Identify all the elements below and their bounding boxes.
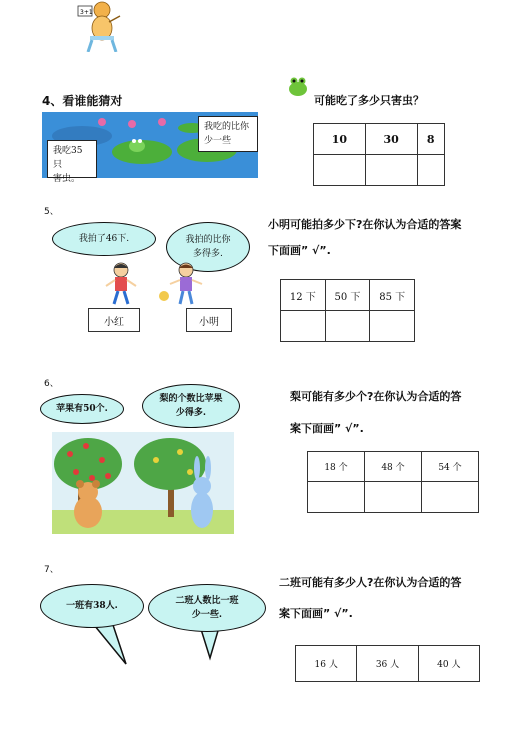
q5-answer-cell[interactable] bbox=[281, 311, 326, 342]
frog-icon bbox=[286, 74, 310, 98]
q6-option: 54 个 bbox=[422, 452, 479, 482]
q6-option: 18 个 bbox=[308, 452, 365, 482]
q6-option: 48 个 bbox=[365, 452, 422, 482]
class1-speech-bubble: 一班有38人. bbox=[40, 584, 144, 628]
question-6-number: 6、 bbox=[44, 379, 59, 389]
q5-answer-cell[interactable] bbox=[370, 311, 415, 342]
question-7-prompt-line1: 二班可能有多少人?在你认为合适的答 bbox=[279, 576, 462, 589]
q6-answer-cell[interactable] bbox=[365, 482, 422, 513]
orchard-illustration bbox=[52, 432, 234, 534]
name-label-xiaohong: 小红 bbox=[88, 308, 140, 332]
q7-option: 16 人 bbox=[296, 646, 357, 682]
q4-option: 10 bbox=[314, 124, 366, 155]
q4-option: 8 bbox=[417, 124, 445, 155]
q5-option: 12 下 bbox=[281, 280, 326, 311]
q5-option: 85 下 bbox=[370, 280, 415, 311]
question-6-prompt-line1: 梨可能有多少个?在你认为合适的答 bbox=[290, 390, 462, 403]
q4-answer-table bbox=[313, 123, 445, 186]
name-label-xiaoming: 小明 bbox=[186, 308, 232, 332]
q4-option: 30 bbox=[365, 124, 417, 155]
q4-answer-cell[interactable] bbox=[314, 155, 366, 186]
frog-left-speech: 我吃35只 害虫。 bbox=[47, 140, 97, 178]
question-5-prompt-line2: 下面画” √”. bbox=[268, 244, 331, 257]
question-4-title: 4、看谁能猜对 bbox=[42, 94, 123, 108]
frog-right-speech: 我吃的比你 少一些 bbox=[198, 116, 258, 152]
q7-answer-table bbox=[295, 645, 480, 682]
class2-speech-bubble: 二班人数比一班 少一些. bbox=[148, 584, 266, 632]
cat-teacher-illustration bbox=[76, 0, 126, 52]
svg-text:3+1: 3+1 bbox=[80, 9, 93, 16]
question-6-prompt-line2: 案下面画” √”. bbox=[290, 422, 364, 435]
question-5-prompt-line1: 小明可能拍多少下?在你认为合适的答案 bbox=[268, 218, 462, 231]
question-7-prompt-line2: 案下面画” √”. bbox=[279, 607, 353, 620]
q6-answer-cell[interactable] bbox=[422, 482, 479, 513]
q4-answer-cell[interactable] bbox=[417, 155, 445, 186]
children-illustration bbox=[96, 260, 216, 306]
question-4-prompt: 可能吃了多少只害虫？ bbox=[314, 94, 424, 107]
q7-option: 36 人 bbox=[357, 646, 418, 682]
bear-speech-bubble: 苹果有50个. bbox=[40, 394, 124, 424]
q6-answer-table bbox=[307, 451, 479, 513]
q4-answer-cell[interactable] bbox=[365, 155, 417, 186]
q7-option: 40 人 bbox=[418, 646, 479, 682]
question-7-number: 7、 bbox=[44, 565, 59, 575]
xiaohong-speech-bubble: 我拍了46下. bbox=[52, 222, 156, 256]
rabbit-speech-bubble: 梨的个数比苹果 少得多. bbox=[142, 384, 240, 428]
xiaoming-speech-bubble: 我拍的比你 多得多. bbox=[166, 222, 250, 272]
q5-answer-table bbox=[280, 279, 415, 342]
q6-answer-cell[interactable] bbox=[308, 482, 365, 513]
q5-option: 50 下 bbox=[325, 280, 370, 311]
question-5-number: 5、 bbox=[44, 207, 59, 217]
q5-answer-cell[interactable] bbox=[325, 311, 370, 342]
